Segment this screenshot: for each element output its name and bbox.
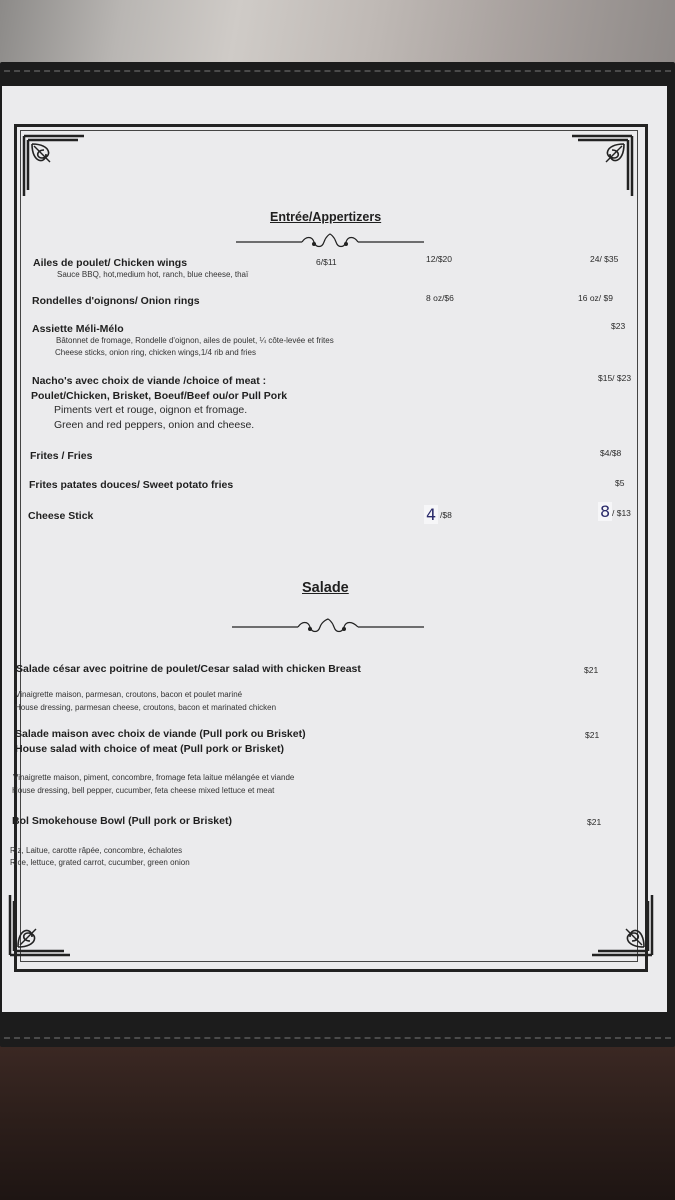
corner-ornament-icon: [8, 893, 72, 957]
page-border-inner: [20, 130, 638, 962]
item-meli-melo: Assiette Méli-Mélo: [32, 323, 124, 335]
marble-background: [0, 0, 675, 70]
binder-stitching-bottom: [4, 1037, 671, 1039]
desc-bowl-en: Rice, lettuce, grated carrot, cucumber, green onion: [10, 858, 190, 867]
section-title-salad: Salade: [302, 580, 349, 596]
price-wings-6: 6/$11: [316, 257, 337, 267]
corner-ornament-icon: [590, 893, 654, 957]
section-title-appetizers: Entrée/Appertizers: [270, 210, 382, 224]
desc-cesar-en: House dressing, parmesan cheese, croutons, bacon et marinated chicken: [15, 703, 277, 712]
price-onion-rings-8oz: 8 oz/$6: [426, 293, 454, 303]
item-house-salad-en: House salad with choice of meat (Pull pork or Brisket): [15, 743, 284, 755]
item-cheese-stick: Cheese Stick: [28, 510, 94, 522]
binder-stitching-top: [4, 70, 671, 72]
item-chicken-wings: Ailes de poulet/ Chicken wings: [33, 257, 188, 269]
handwritten-price-cheese-stick-2: 8: [600, 502, 611, 521]
flourish-divider-icon: [232, 617, 424, 637]
desc-chicken-wings: Sauce BBQ, hot,medium hot, ranch, blue cheese, thaï: [57, 270, 249, 279]
desc-nachos-en: Green and red peppers, onion and cheese.: [54, 419, 255, 431]
price-cheese-stick-1: /$8: [440, 510, 452, 520]
price-wings-24: 24/ $35: [590, 254, 619, 264]
item-sweet-potato-fries: Frites patates douces/ Sweet potato fries: [29, 479, 234, 491]
price-fries: $4/$8: [600, 448, 622, 458]
handwritten-price-cheese-stick-1: 4: [426, 505, 437, 524]
price-smokehouse-bowl: $21: [587, 817, 602, 827]
corner-ornament-icon: [22, 134, 86, 198]
desc-meli-melo-fr: Bâtonnet de fromage, Rondelle d'oignon, ailes de poulet, ¼ côte-levée et frites: [56, 336, 334, 345]
desc-cesar-fr: Vinaigrette maison, parmesan, croutons, bacon et poulet mariné: [15, 690, 243, 699]
corner-ornament-icon: [570, 134, 634, 198]
desc-bowl-fr: Riz, Laitue, carotte râpée, concombre, échalotes: [10, 846, 183, 855]
item-fries: Frites / Fries: [30, 450, 93, 462]
item-nachos-meats: Poulet/Chicken, Brisket, Boeuf/Beef ou/or Pull Pork: [31, 390, 288, 402]
flourish-divider-icon: [236, 232, 424, 252]
price-wings-12: 12/$20: [426, 254, 452, 264]
price-meli-melo: $23: [611, 321, 626, 331]
price-cheese-stick-2: / $13: [612, 508, 631, 518]
desc-meli-melo-en: Cheese sticks, onion ring, chicken wings,1/4 rib and fries: [55, 348, 256, 357]
price-sweet-potato-fries: $5: [615, 478, 625, 488]
floor-background: [0, 1030, 675, 1200]
desc-house-salad-en: House dressing, bell pepper, cucumber, feta cheese mixed lettuce et meat: [12, 786, 275, 795]
desc-house-salad-fr: Vinaigrette maison, piment, concombre, fromage feta laitue mélangée et viande: [13, 773, 295, 782]
desc-nachos-fr: Piments vert et rouge, oignon et fromage.: [54, 404, 248, 416]
item-nachos: Nacho's avec choix de viande /choice of meat :: [32, 375, 267, 387]
price-house-salad: $21: [585, 730, 600, 740]
price-cesar-salad: $21: [584, 665, 599, 675]
item-cesar-salad: Salade césar avec poitrine de poulet/Cesar salad with chicken Breast: [16, 663, 361, 675]
item-onion-rings: Rondelles d'oignons/ Onion rings: [32, 295, 200, 307]
item-house-salad-fr: Salade maison avec choix de viande (Pull pork ou Brisket): [15, 728, 306, 740]
price-onion-rings-16oz: 16 oz/ $9: [578, 293, 613, 303]
item-smokehouse-bowl: Bol Smokehouse Bowl (Pull pork or Brisket): [12, 815, 232, 827]
price-nachos: $15/ $23: [598, 373, 632, 383]
